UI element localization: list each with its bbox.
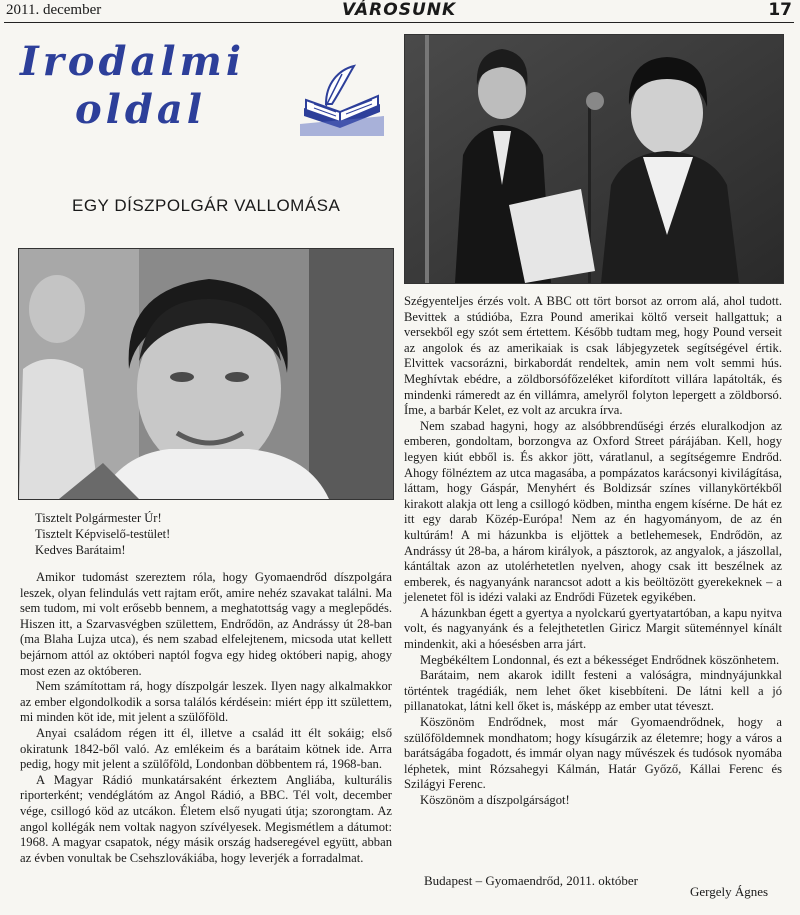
greeting-line: Tisztelt Képviselő-testület! <box>35 527 171 541</box>
section-title-line1: Irodalmi <box>20 38 246 85</box>
article-title: EGY DÍSZPOLGÁR VALLOMÁSA <box>72 196 341 215</box>
masthead: VÁROSUNK <box>342 0 457 20</box>
issue-date: 2011. december <box>6 2 102 18</box>
portrait-photo <box>18 248 394 500</box>
paragraph: Köszönöm Endrődnek, most már Gyomaendrődnek, hogy a szülőföldemnek mondhatom; hogy kísugárzik az életemre; hogy a város a barátságába fogadott, és immár olyan nagy művészek és tudósok nyomába léphetek, mint Rózsahegyi Kálmán, Határ Győző, Kállai Ferenc és Szilágyi Ferenc. <box>404 715 782 792</box>
page-header <box>0 0 800 22</box>
author: Gergely Ágnes <box>690 884 769 899</box>
greeting-line: Kedves Barátaim! <box>35 543 126 557</box>
paragraph: Megbékéltem Londonnal, és ezt a békességet Endrődnek köszönhetem. <box>420 652 780 667</box>
paragraph: Anyai családom régen itt él, illetve a család itt élt sokáig; első okiratunk 1842-ből való. Az emlékeim és a barátaim kötnek ide. Arra pedig, hogy mit jelent a szülőföld, Londonban döbbentem rá, 1968-ban. <box>20 725 392 772</box>
right-column <box>404 294 782 809</box>
left-column <box>20 570 392 866</box>
paragraph: Amikor tudomást szereztem róla, hogy Gyomaendrőd díszpolgára leszek, olyan felindulás vett rajtam erőt, amire nehéz szavakat találni. Ma sem tudom, mi volt erősebb bennem, a meghatottság vagy a meglepődés. Hiszen itt, a Szarvasvégben születtem, Endrődön, az Andrássy út 28-ban (ma Blaha Lujza utca), és nem szabad elfelejtenem, micsoda utat kellett bejárnom attól az októberi naptól fogva egy hideg októberi napig, ahogy most ezen az októberen. <box>20 570 392 678</box>
page-number: 17 <box>768 0 792 20</box>
ceremony-photo <box>404 34 784 284</box>
paragraph: Barátaim, nem akarok idillt festeni a valóságra, mindnyájunkkal történtek tragédiák, nem lehet őket kisebbíteni. De látni kell a jó pillanatokat, látni kell őket is, másképp az ember utat téveszt. <box>404 668 782 714</box>
place-date: Budapest – Gyomaendrőd, 2011. október <box>424 873 638 888</box>
greeting-line: Tisztelt Polgármester Úr! <box>35 511 162 525</box>
paragraph: Szégyenteljes érzés volt. A BBC ott tört borsot az orrom alá, ahol tudott. Bevittek a stúdióba, Ezra Pound amerikai költő verseit hallgattuk; a versekből egy szót sem értettem. Később tudtam meg, hogy Pound verseit az angolok és az amerikaiak is csak lábjegyzetek segítségével értik. Elvittek vacsorázni, birkabordát rendeltek, amin nem volt semmi hús. Meghívtak ebédre, a zöldborsófőzeléket kifordított villára lapátolták, és mindenki rámeredt az én villámra, amelyről folyton lepergett a zöldborsó. Íme, a barbár Kelet, ez volt az arcukra írva. <box>404 294 782 418</box>
header-rule <box>4 22 794 23</box>
paragraph: A Magyar Rádió munkatársaként érkeztem Angliába, kulturális riporterként; vendéglátóm az Angol Rádió, a BBC. Tél volt, december vége, csillogó köd az utcákon. Életem első nyugati útja; szorongtam. Az angol kollégák nem voltak nagyon szívélyesek. Megismétlem a dátumot: 1968. A magyar csapatok, négy másik ország hadseregével együtt, abban az évben vonultak be Csehszlovákiába, hogy leverjék a forradalmat. <box>20 772 392 865</box>
paragraph: A házunkban égett a gyertya a nyolckarú gyertyatartóban, a kapu nyitva volt, és nagyanyánk és a felejthetetlen Giricz Margit süteménnyel kínált mindenkit, aki a hóesésben arra járt. <box>404 605 782 652</box>
paragraph: Nem számítottam rá, hogy díszpolgár leszek. Ilyen nagy alkalmakkor az ember elgondolkodik a sorsa találós kérdésein: miért épp itt születtem, mi minden köt ide, mit jelent a szülőföld. <box>20 679 392 725</box>
section-title-line2: oldal <box>75 86 206 133</box>
greeting <box>35 510 170 558</box>
book-quill-icon <box>296 64 388 140</box>
paragraph: Köszönöm a díszpolgárságot! <box>420 793 570 807</box>
paragraph: Nem szabad hagyni, hogy az alsóbbrendűségi érzés eluralkodjon az emberen, gondoltam, borzongva az Oxford Street párájában. Kell, hogy legyen kiút ebből is. És akkor jött, váratlanul, a segítségemre Endrőd. Ahogy fölnéztem az utca magasába, a pompázatos karácsonyi kivilágítása, láttam, hogy Gáspár, Menyhért és Boldizsár színes villanykörtékből kirakott alakja ott leng a csillogó ködben, mintha engem kísérne. De hát ez itt egy darab Közép-Európa! Nem az én hagyományom, de az én kultúrám! A mi házunkba is eljöttek a betlehemesek, Endrődön, az Andrássy út 28-ba, a három királyok, a pásztorok, az angyalok, a jászollal, kántáltak azon az utolérhetetlen nyelven, ahogy csak itt beszélnek az emberek, és nagyanyánk narancsot adott a kis beöltözött gyerekeknek – a jelenetet föl is idézi valaki az Endrődi Füzetek egyikében. <box>404 418 782 605</box>
section-title <box>20 38 245 134</box>
